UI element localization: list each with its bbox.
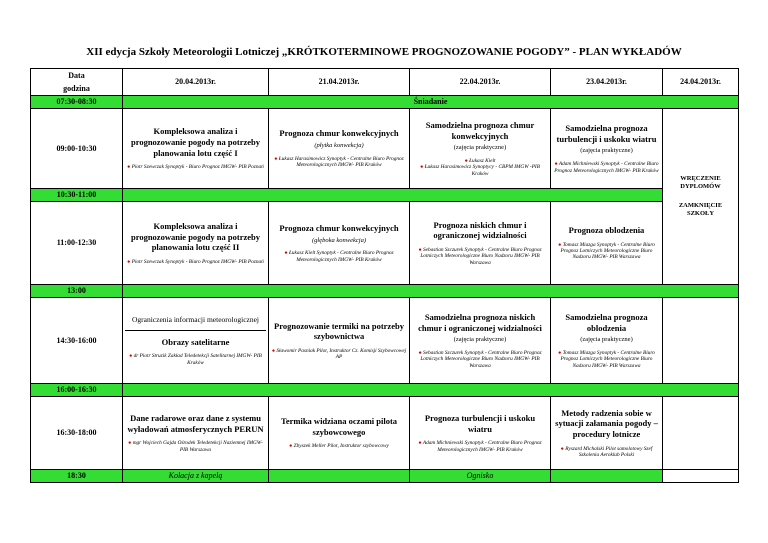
bullet-icon: ● [274,155,278,162]
break-bar [551,470,663,483]
lecture-title: Samodzielna prognoza oblodzenia [565,311,648,333]
lecture-title: Ograniczenia informacji meteorologicznej [131,314,260,324]
day-header: 21.04.2013r. [269,69,410,96]
lecture-title: Kompleksowa analiza i prognozowanie pogody na potrzeby planowania lotu część II [130,220,260,253]
lecture-cell [269,298,410,384]
lecture-title: Prognoza niskich chmur i ograniczonej widzialności [433,219,527,241]
lecture-title: Prognoza chmur konwekcyjnych [279,128,399,139]
lecture-title: Prognoza chmur konwekcyjnych [279,222,399,233]
lecturer: ● Sławomir Pasniak Pilot, Instruktor Cz. Komisji Szybowcowej AP [271,347,407,361]
bullet-icon: ● [420,164,424,171]
slot-time: 14:30-16:00 [31,298,123,384]
break-time: 18:30 [31,470,123,483]
lecturer: ● Łukasz Kielt ● Łukasz Harasimowicz Synoptycy - CBPM IMGW -PIB Kraków [420,158,540,177]
slot-time: 11:00-12:30 [31,202,123,285]
empty-cell [663,397,739,470]
break-bar [123,189,663,202]
schedule-table [30,68,739,483]
lecture-title: Termika widziana oczami pilota szybowcowego [280,416,398,437]
lecture-title: Prognoza turbulencji i uskoku wiatru [424,413,536,434]
lecture-cell [551,397,663,470]
break-time: 16:00-16:30 [31,384,123,397]
diploma-ceremony: WRĘCZENIE DYPLOMÓW [680,175,721,191]
bullet-icon: ● [464,158,468,164]
lecture-cell [269,397,410,470]
bullet-icon: ● [558,241,562,248]
bonfire-label: Ognisko [410,470,551,483]
day-header: 23.04.2013r. [551,69,663,96]
lecture-cell [410,397,551,470]
bullet-icon: ● [127,258,131,265]
lecturer: ● Piotr Szewczak Synoptyk - Biuro Prognoz IMGW- PIB Poznań [127,164,264,171]
bullet-icon: ● [271,347,276,354]
bullet-icon: ● [128,440,132,447]
lecturer: ● Tomasz Miazga Synoptyk - Centralne Biuro Prognoz Lotniczych Meteorologiczne Biuro Nadzoru IMGW- PIB Warszawa [558,350,655,369]
lecturer: ● Sebastian Szczurek Synoptyk - Centralne Biuro Prognoz Lotniczych Meteorologiczne Biuro Nadzoru IMGW- PIB Warszawa [418,350,542,369]
lecturer: ● dr Piotr Struzik Zakład Teledetekcji Satelitarnej IMGW- PIB Kraków [129,353,262,366]
bullet-icon: ● [129,353,133,360]
lecture-cell [410,109,551,189]
bullet-icon: ● [284,250,288,257]
slot-time: 09:00-10:30 [31,109,123,189]
lecture-cell [269,202,410,285]
lecturer: ● Zbyszek Meller Pilot, Instruktor szybowcowy [289,443,389,450]
lecture-cell [269,109,410,189]
lecture-subtitle: (głęboka konwekcja) [312,236,366,244]
lecture-cell [123,202,269,285]
lecture-title: Prognozowanie termiki na potrzeby szybownictwa [274,320,404,342]
lecturer: ● Łukasz Kielt Synoptyk - Centralne Biuro Prognoz Meteorologicznych IMGW- PIB Kraków [284,250,394,263]
bullet-icon: ● [289,443,293,450]
lecture-subtitle: (zajęcia praktyczne) [453,336,507,344]
lecture-subtitle: (zajęcia praktyczne) [580,336,633,344]
lecture-subtitle: (zajęcia praktyczne) [580,147,633,155]
break-time: 13:00 [31,285,123,298]
lecture-cell [551,109,663,189]
lecture-cell [123,298,269,384]
lecture-cell [123,397,269,470]
day-header: 20.04.2013r. [123,69,269,96]
bullet-icon: ● [558,350,562,356]
empty-cell [663,298,739,384]
school-closing: ZAMKNIĘCIE SZKOŁY [678,201,723,217]
bullet-icon: ● [127,164,131,171]
lecture-title: Samodzielna prognoza chmur konwekcyjnych [425,119,535,141]
lecturer: ● Sebastian Szczurek Synoptyk - Centralne Biuro Prognoz Lotniczych Meteorologiczne Biuro Nadzoru IMGW- PIB Warszawa [418,247,542,266]
bullet-icon: ● [418,440,422,447]
dinner-label: Kolacja z kapelą [123,470,269,483]
empty-cell [663,470,739,483]
lecture-cell [123,109,269,189]
divider [125,330,266,331]
lecture-cell [410,298,551,384]
bullet-icon: ● [418,247,422,254]
header-godzina: godzina [31,83,123,96]
lecture-title: Metody radzenia sobie w sytuacji załamania pogody – procedury lotnicze [555,407,658,439]
break-bar [123,384,739,397]
lecture-subtitle: (płytka konwekcja) [314,142,364,150]
day-header: 24.04.2013r. [663,69,739,96]
bullet-icon: ● [554,161,558,168]
page-title: XII edycja Szkoły Meteorologii Lotniczej „KRÓTKOTERMINOWE PROGNOZOWANIE POGODY” - PLAN WYKŁADÓW [86,46,682,58]
bullet-icon: ● [418,350,422,356]
slot-time: 16:30-18:00 [31,397,123,470]
break-bar [123,285,739,298]
break-time: 07:30-08:30 [31,96,123,109]
lecturer: ● Tomasz Miazga Synoptyk - Centralne Biuro Prognoz Lotniczych Meteorologiczne Biuro Nadzoru IMGW- PIB Warszawa [558,241,655,261]
lecturer: ● Adam Michniewski Synoptyk - Centralne Biuro Prognoz Meteorologicznych IMGW- PIB Kraków [418,440,542,453]
lecturer: ● mgr Wojciech Gajda Ośrodek Teledetekcji Naziemnej IMGW- PIB Warszawa [128,440,263,453]
lecture-cell [551,202,663,285]
day-header: 22.04.2013r. [410,69,551,96]
lecture-title: Prognoza oblodzenia [568,225,645,236]
header-data: Data [31,69,123,83]
lecture-subtitle: (zajęcia praktyczne) [453,144,507,152]
lecture-cell [551,298,663,384]
lecture-title: Dane radarowe oraz dane z systemu wyładowań atmosferycznych PERUN [127,413,264,434]
lecture-title: Kompleksowa analiza i prognozowanie pogody na potrzeby planowania lotu część I [130,126,260,158]
lecture-title: Samodzielna prognoza turbulencji i uskoku wiatru [556,123,657,144]
breakfast-label: Śniadanie [123,96,739,109]
break-bar [269,470,410,483]
lecturer: ● Łukasz Harasimowicz Synoptyk - Centralne Biuro Prognoz Meteorologicznych IMGW- PIB Kraków [274,155,404,169]
bullet-icon: ● [560,445,564,452]
lecturer: ● Piotr Szewczak Synoptyk - Biuro Prognoz IMGW- PIB Poznań [127,258,264,265]
lecturer: ● Ryszard Michalski Pilot samolotowy Szef Szkolenia Aeroklub Polski [560,445,653,458]
lecturer: ● Adam Michniewski Synoptyk - Centralne Biuro Prognoz Meteorologicznych IMGW- PIB Kraków [554,161,659,174]
break-time: 10:30-11:00 [31,189,123,202]
lecture-cell [410,202,551,285]
lecture-title: Obrazy satelitarne [161,336,230,347]
lecture-title: Samodzielna prognoza niskich chmur i ograniczonej widzialności [418,311,542,333]
closing-cell [663,109,739,285]
